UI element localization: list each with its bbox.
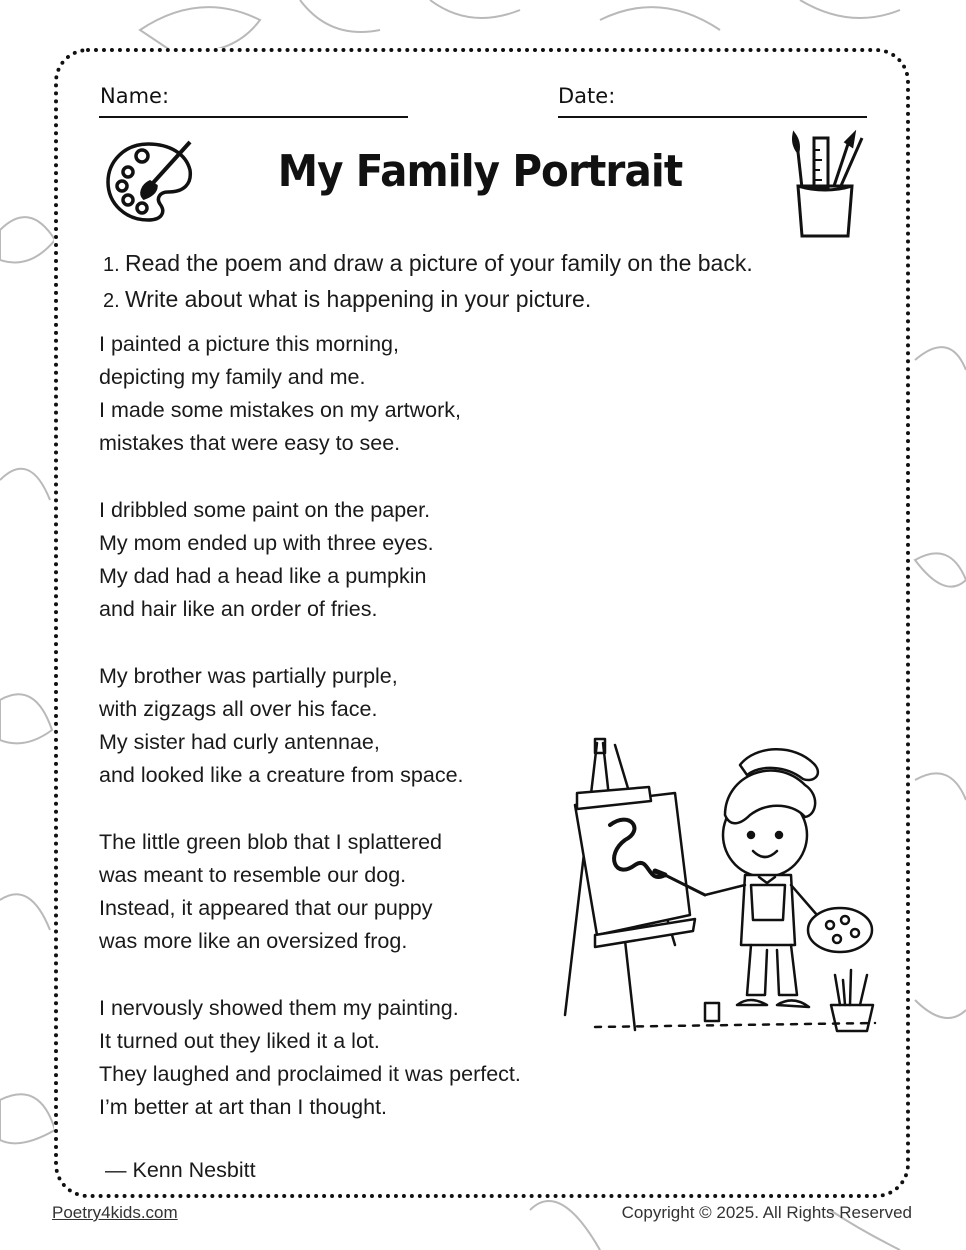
boy-painting-illustration [555, 735, 885, 1035]
poem-line: They laughed and proclaimed it was perfect. [99, 1062, 521, 1086]
poem-line: mistakes that were easy to see. [99, 431, 401, 455]
poem-stanza [99, 992, 521, 1124]
poem-line: I painted a picture this morning, [99, 332, 399, 356]
poem-line: was more like an oversized frog. [99, 929, 408, 953]
poem-line: I dribbled some paint on the paper. [99, 498, 431, 522]
instructions-list [103, 246, 753, 318]
poem-line: My mom ended up with three eyes. [99, 531, 434, 555]
poem-line: I’m better at art than I thought. [99, 1095, 388, 1119]
poem-stanza [99, 826, 521, 958]
poem-line: depicting my family and me. [99, 365, 366, 389]
instruction-number: 1. [103, 254, 120, 276]
poem-stanza [99, 494, 521, 626]
poem-line: and hair like an order of fries. [99, 597, 378, 621]
copyright-text: Copyright © 2025. All Rights Reserved [621, 1203, 912, 1222]
instruction-item [103, 282, 753, 318]
instruction-item [103, 246, 753, 282]
brush-cup-icon [788, 130, 868, 242]
poem-line: My brother was partially purple, [99, 664, 398, 688]
poem-author: — Kenn Nesbitt [105, 1158, 256, 1182]
date-line[interactable] [558, 116, 867, 118]
poem-line: It turned out they liked it a lot. [99, 1029, 380, 1053]
date-label: Date: [558, 84, 616, 108]
poem-line: My sister had curly antennae, [99, 730, 380, 754]
poem-line: I made some mistakes on my artwork, [99, 398, 462, 422]
poem-line: with zigzags all over his face. [99, 697, 378, 721]
poem-line: I nervously showed them my painting. [99, 996, 459, 1020]
palette-icon [104, 138, 198, 224]
poem-line: and looked like a creature from space. [99, 763, 464, 787]
page-title: My Family Portrait [277, 146, 683, 197]
instruction-text: Read the poem and draw a picture of your family on the back. [125, 250, 753, 276]
name-label: Name: [100, 84, 170, 108]
poem [99, 328, 521, 1158]
poem-line: was meant to resemble our dog. [99, 863, 407, 887]
site-link[interactable]: Poetry4kids.com [52, 1203, 178, 1222]
poem-line: My dad had a head like a pumpkin [99, 564, 427, 588]
instruction-text: Write about what is happening in your picture. [125, 286, 592, 312]
poem-line: The little green blob that I splattered [99, 830, 443, 854]
name-line[interactable] [99, 116, 408, 118]
poem-stanza [99, 328, 521, 460]
poem-stanza [99, 660, 521, 792]
instruction-number: 2. [103, 290, 120, 312]
poem-line: Instead, it appeared that our puppy [99, 896, 433, 920]
